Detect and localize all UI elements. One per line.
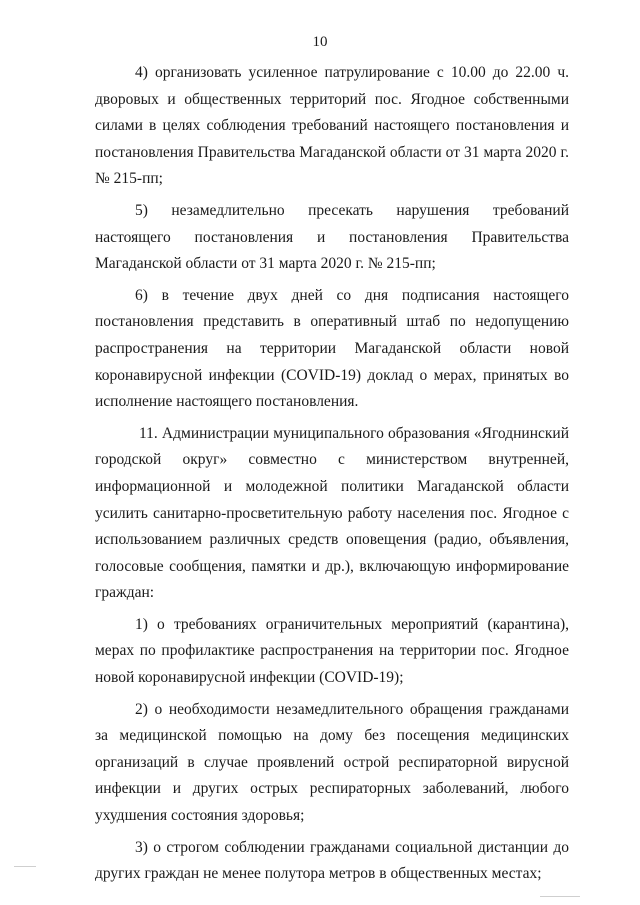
paragraph-item-4: 4) организовать усиленное патрулирование с 10.00 до 22.00 ч. дворовых и общественных территорий пос. Ягодное собственными силами в целях соблюдения требований настоящего постановления и постановления Правительства Магаданской области от 31 марта 2020 г. № 215-пп;	[95, 64, 569, 188]
paragraph-item-5: 5) незамедлительно пресекать нарушения требований настоящего постановления и постановления Правительства Магаданской области от 31 марта 2020 г. № 215-пп;	[95, 201, 569, 273]
paragraph-subitem-2: 2) о необходимости незамедлительного обращения гражданами за медицинской помощью на дому без посещения медицинских организаций в случае проявлений острой респираторной вирусной инфекции и других острых респираторных заболеваний, любого ухудшения состояния здоровья;	[95, 700, 569, 825]
paragraph-item-6: 6) в течение двух дней со дня подписания настоящего постановления представить в оперативный штаб по недопущению распространения на территории Магаданской области новой коронавирусной инфекции (COVID-19) доклад о мерах, принятых во исполнение настоящего постановления.	[95, 286, 569, 411]
paragraph-section-11: 11. Администрации муниципального образования «Ягоднинский городской округ» совместно с министерством внутренней, информационной и молодежной политики Магаданской области усилить санитарно-просветительную работу населения пос. Ягодное с использованием различных средств оповещения (радио, объявления, голосовые сообщения, памятки и др.), включающую информирование граждан:	[95, 424, 569, 602]
scan-artifact-left	[14, 866, 36, 867]
paragraph-subitem-1: 1) о требованиях ограничительных мероприятий (карантина), мерах по профилактике распространения на территории пос. Ягодное новой коронавирусной инфекции (COVID-19);	[95, 615, 569, 687]
page-number: 10	[312, 34, 328, 50]
scan-artifact-bottom	[540, 896, 580, 897]
paragraph-subitem-3: 3) о строгом соблюдении гражданами социальной дистанции до других граждан не менее полутора метров в общественных местах;	[95, 838, 569, 883]
document-body	[95, 60, 569, 888]
